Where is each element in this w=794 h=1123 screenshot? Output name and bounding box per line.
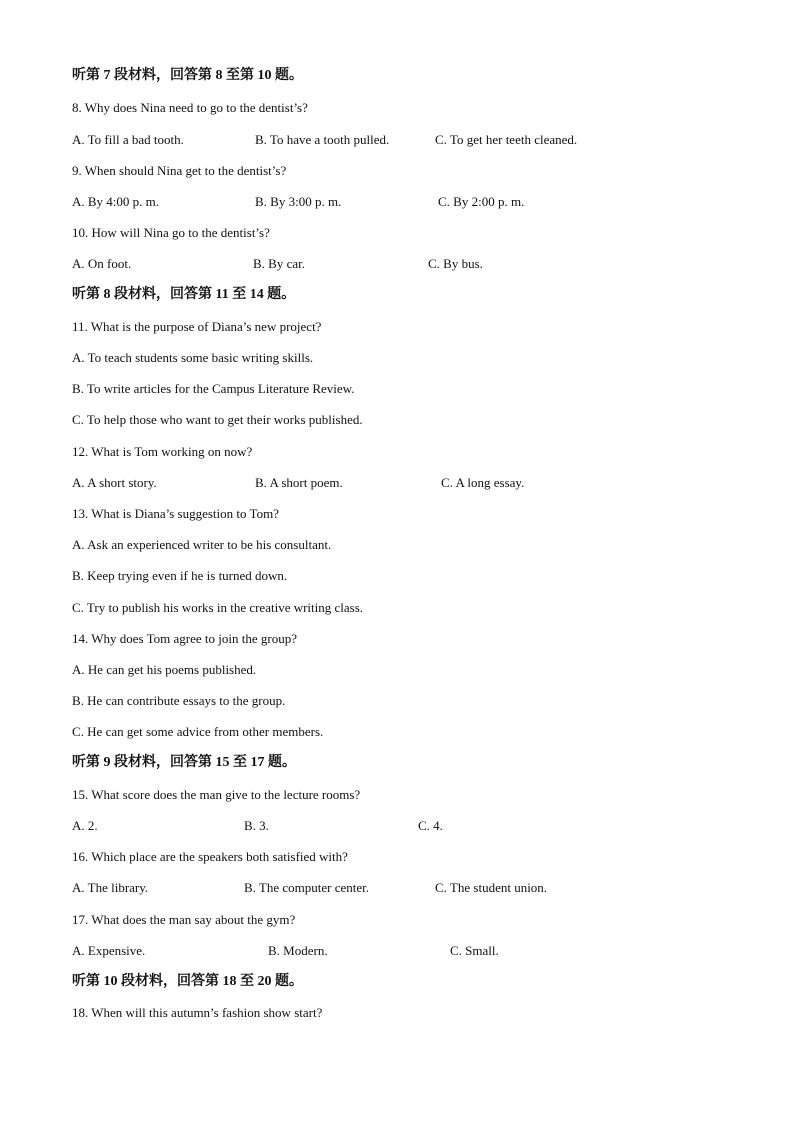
question-14: 14. Why does Tom agree to join the group? (72, 631, 297, 646)
question-12: 12. What is Tom working on now? (72, 444, 253, 459)
question-9: 9. When should Nina get to the dentist’s? (72, 163, 287, 178)
option-b: B. Keep trying even if he is turned down. (72, 568, 288, 583)
option-c: C. The student union. (435, 880, 548, 895)
option-b: B. By car. (253, 256, 305, 271)
option-c: C. To help those who want to get their works published. (72, 412, 363, 427)
option-c: C. Try to publish his works in the creative writing class. (72, 600, 364, 615)
question-8: 8. Why does Nina need to go to the dentist’s? (72, 100, 308, 115)
option-c: C. 4. (418, 818, 443, 833)
option-c: C. By 2:00 p. m. (438, 194, 525, 209)
question-18: 18. When will this autumn’s fashion show start? (72, 1005, 323, 1020)
section-heading: 听第 7 段材料，回答第 8 至第 10 题。 (72, 68, 303, 83)
option-b: B. Modern. (268, 943, 328, 958)
question-13: 13. What is Diana’s suggestion to Tom? (72, 506, 279, 521)
option-c: C. He can get some advice from other members. (72, 724, 324, 739)
option-a: A. To fill a bad tooth. (72, 132, 184, 147)
option-a: A. A short story. (72, 475, 157, 490)
option-a: A. To teach students some basic writing skills. (72, 350, 314, 365)
option-c: C. A long essay. (441, 475, 525, 490)
option-c: C. By bus. (428, 256, 483, 271)
option-b: B. He can contribute essays to the group. (72, 693, 286, 708)
option-b: B. The computer center. (244, 880, 370, 895)
question-15: 15. What score does the man give to the lecture rooms? (72, 787, 361, 802)
option-c: C. To get her teeth cleaned. (435, 132, 578, 147)
option-a: A. The library. (72, 880, 149, 895)
option-b: B. To write articles for the Campus Literature Review. (72, 381, 355, 396)
option-a: A. By 4:00 p. m. (72, 194, 160, 209)
option-b: B. A short poem. (255, 475, 343, 490)
option-b: B. To have a tooth pulled. (255, 132, 390, 147)
option-a: A. Expensive. (72, 943, 146, 958)
option-b: B. By 3:00 p. m. (255, 194, 342, 209)
question-11: 11. What is the purpose of Diana’s new project? (72, 319, 322, 334)
option-a: A. On foot. (72, 256, 132, 271)
section-heading: 听第 10 段材料，回答第 18 至 20 题。 (72, 974, 303, 989)
section-heading: 听第 9 段材料，回答第 15 至 17 题。 (72, 755, 296, 770)
section-heading: 听第 8 段材料，回答第 11 至 14 题。 (72, 287, 296, 302)
option-a: A. 2. (72, 818, 98, 833)
option-a: A. He can get his poems published. (72, 662, 257, 677)
question-10: 10. How will Nina go to the dentist’s? (72, 225, 270, 240)
option-b: B. 3. (244, 818, 269, 833)
question-16: 16. Which place are the speakers both satisfied with? (72, 849, 348, 864)
question-17: 17. What does the man say about the gym? (72, 912, 296, 927)
option-a: A. Ask an experienced writer to be his consultant. (72, 537, 332, 552)
option-c: C. Small. (450, 943, 499, 958)
